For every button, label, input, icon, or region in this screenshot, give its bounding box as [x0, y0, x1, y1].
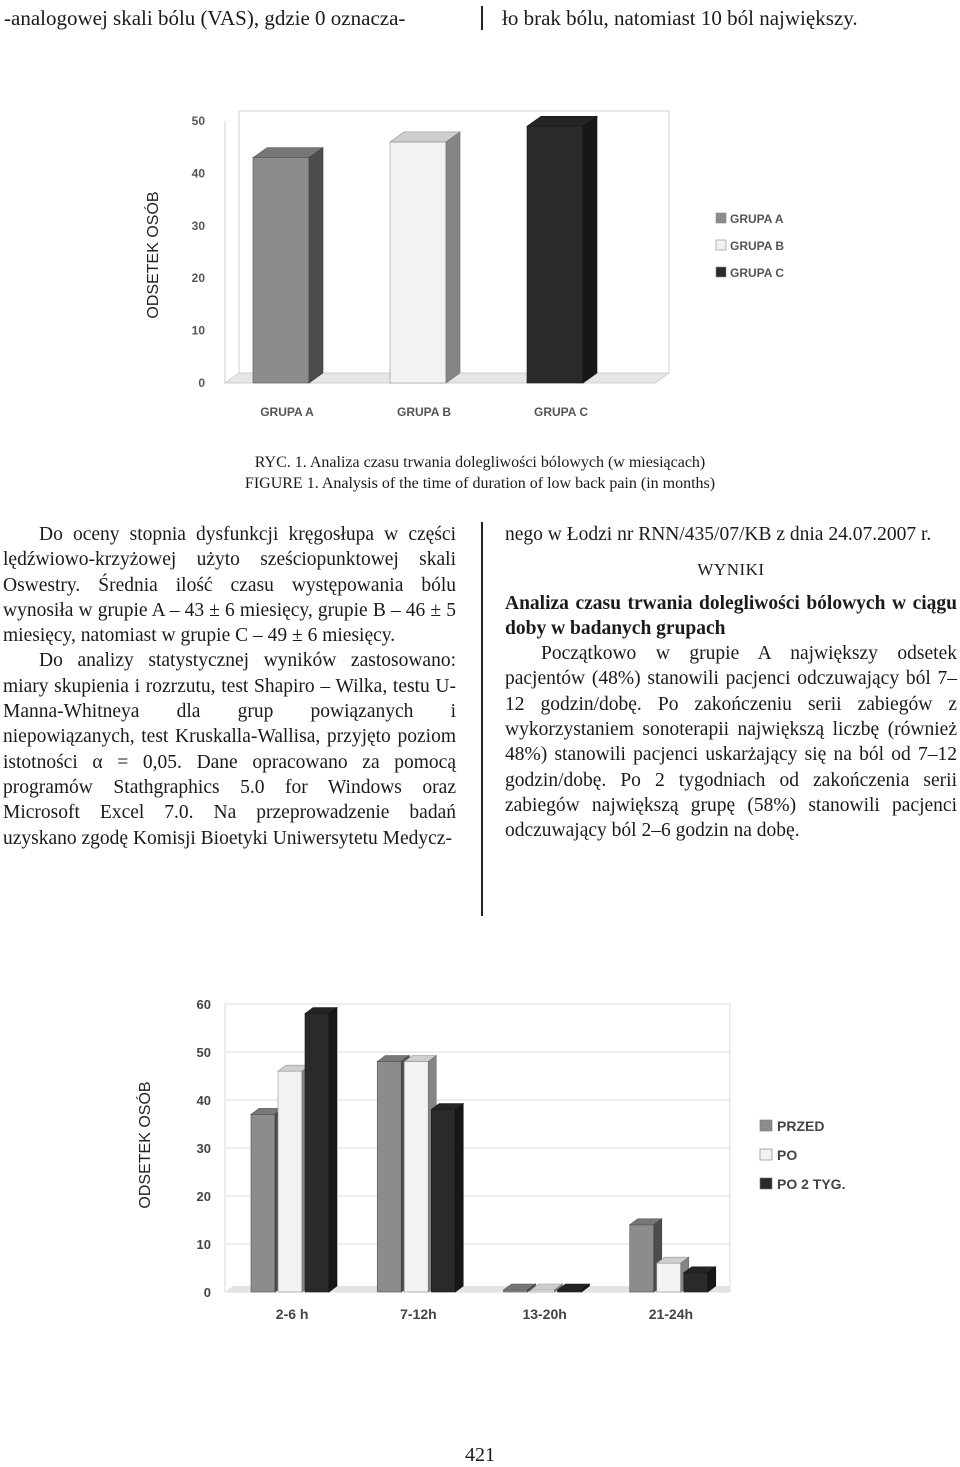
chart1-y-tick: 20: [191, 271, 205, 286]
chart2-legend-swatch: [760, 1120, 772, 1131]
chart1-y-tick: 10: [191, 323, 205, 338]
chart1-legend-label: GRUPA C: [730, 266, 784, 280]
chart1-legend-label: GRUPA A: [730, 212, 784, 226]
chart1-x-tick: GRUPA C: [534, 405, 588, 419]
chart1-x-tick: GRUPA A: [260, 405, 314, 419]
chart1-bar-1: [253, 148, 323, 383]
chart2-bar-4-3: [684, 1267, 716, 1292]
right-paragraph-1: nego w Łodzi nr RNN/435/07/KB z dnia 24.07.2007 r.: [505, 524, 932, 545]
section-subheading: Analiza czasu trwania dolegliwości bólowych w ciągu doby w badanych grupach: [505, 592, 957, 639]
chart2-y-tick: 50: [196, 1045, 211, 1060]
chart2-legend-swatch: [760, 1149, 772, 1160]
chart2-legend: [760, 1118, 845, 1192]
chart1-bar-3: [527, 116, 597, 383]
page-number: 421: [465, 1444, 495, 1466]
chart1-y-axis-label: ODSETEK OSÓB: [145, 191, 162, 319]
right-column: [505, 522, 957, 844]
chart1-legend-swatch: [716, 267, 726, 277]
chart1-y-tick: 50: [191, 114, 205, 128]
figure-1-caption-en: FIGURE 1. Analysis of the time of duration of low back pain (in months): [244, 475, 716, 492]
chart2-y-axis-label: ODSETEK OSÓB: [137, 1081, 154, 1209]
column-divider: [481, 522, 483, 916]
chart1-x-tick: GRUPA B: [397, 405, 451, 419]
chart2-y-tick: 30: [196, 1141, 211, 1156]
chart2-x-tick: 13-20h: [522, 1306, 567, 1322]
chart2-x-tick: 2-6 h: [275, 1306, 309, 1322]
left-paragraph-1: Do oceny stopnia dysfunkcji kręgosłupa w części lędźwiowo-krzyżowej użyto sześciopunktowej skali Oswestry. Średnia ilość czasu występowania bólu wynosiła w grupie A – 43 ± 6 miesięcy, grupie B – 46 ± 5 miesięcy, natomiast w grupie C – 49 ± 6 miesięcy.: [3, 524, 456, 647]
chart2-bar-2-3: [431, 1104, 463, 1292]
chart2-y-tick: 0: [203, 1285, 211, 1300]
section-heading-wyniki: WYNIKI: [697, 560, 765, 580]
left-column: [3, 522, 456, 851]
figure-1-caption-pl: RYC. 1. Analiza czasu trwania dolegliwości bólowych (w miesiącach): [254, 454, 706, 471]
chart1-legend-swatch: [716, 213, 726, 223]
chart2-x-tick: 21-24h: [648, 1306, 694, 1322]
chart2-y-tick: 40: [196, 1093, 211, 1108]
top-line-right: ło brak bólu, natomiast 10 ból największy.: [502, 6, 858, 30]
chart2-bar-1-3: [305, 1008, 337, 1292]
chart2-legend-label: PO 2 TYG.: [777, 1176, 846, 1192]
figure-2-chart: [120, 985, 880, 1330]
chart1-y-tick: 40: [191, 166, 205, 181]
chart1-y-tick: 0: [198, 376, 205, 390]
top-line-left: -analogowej skali bólu (VAS), gdzie 0 oznacza-: [4, 6, 406, 30]
chart1-legend-swatch: [716, 240, 726, 250]
chart2-legend-label: PO: [777, 1147, 798, 1163]
chart2-x-tick: 7-12h: [400, 1306, 437, 1322]
chart2-legend-swatch: [760, 1178, 772, 1189]
column-divider-top: [481, 6, 483, 30]
chart2-y-tick: 10: [196, 1237, 211, 1252]
chart1-y-tick: 30: [191, 218, 205, 233]
chart1-legend-label: GRUPA B: [730, 239, 784, 253]
chart2-y-tick: 60: [196, 997, 211, 1012]
chart2-legend-label: PRZED: [777, 1118, 825, 1134]
chart1-bar-2: [390, 132, 460, 383]
chart2-y-tick: 20: [196, 1189, 211, 1204]
left-paragraph-2: Do analizy statystycznej wyników zastosowano: miary skupienia i rozrzutu, test Shapiro – Wilka, testu U-Manna-Whitneya dla grup powiązanych i niepowiązanych, test Kruskalla-Wallisa, przyjęto poziom istotności α = 0,05. Dane opracowano za pomocą programów Stathgraphics 5.0 for Windows oraz Microsoft Excel 7.0. Na przeprowadzenie badań uzyskano zgodę Komisji Bioetyki Uniwersytetu Medycz-: [3, 650, 456, 849]
figure-1-chart: [130, 75, 830, 435]
right-paragraph-2: Początkowo w grupie A największy odsetek pacjentów (48%) stanowili pacjenci odczuwający ból 7–12 godzin/dobę. Po zakończeniu serii zabiegów z wykorzystaniem sonoterapii największą liczbę (również 48%) stanowili pacjenci uskarżający się na ból od 7–12 godzin/dobę. Po 2 tygodniach od zakończenia serii zabiegów największą grupę (58%) stanowili pacjenci odczuwający ból 2–6 godzin na dobę.: [505, 643, 957, 842]
chart1-legend: [716, 212, 784, 280]
